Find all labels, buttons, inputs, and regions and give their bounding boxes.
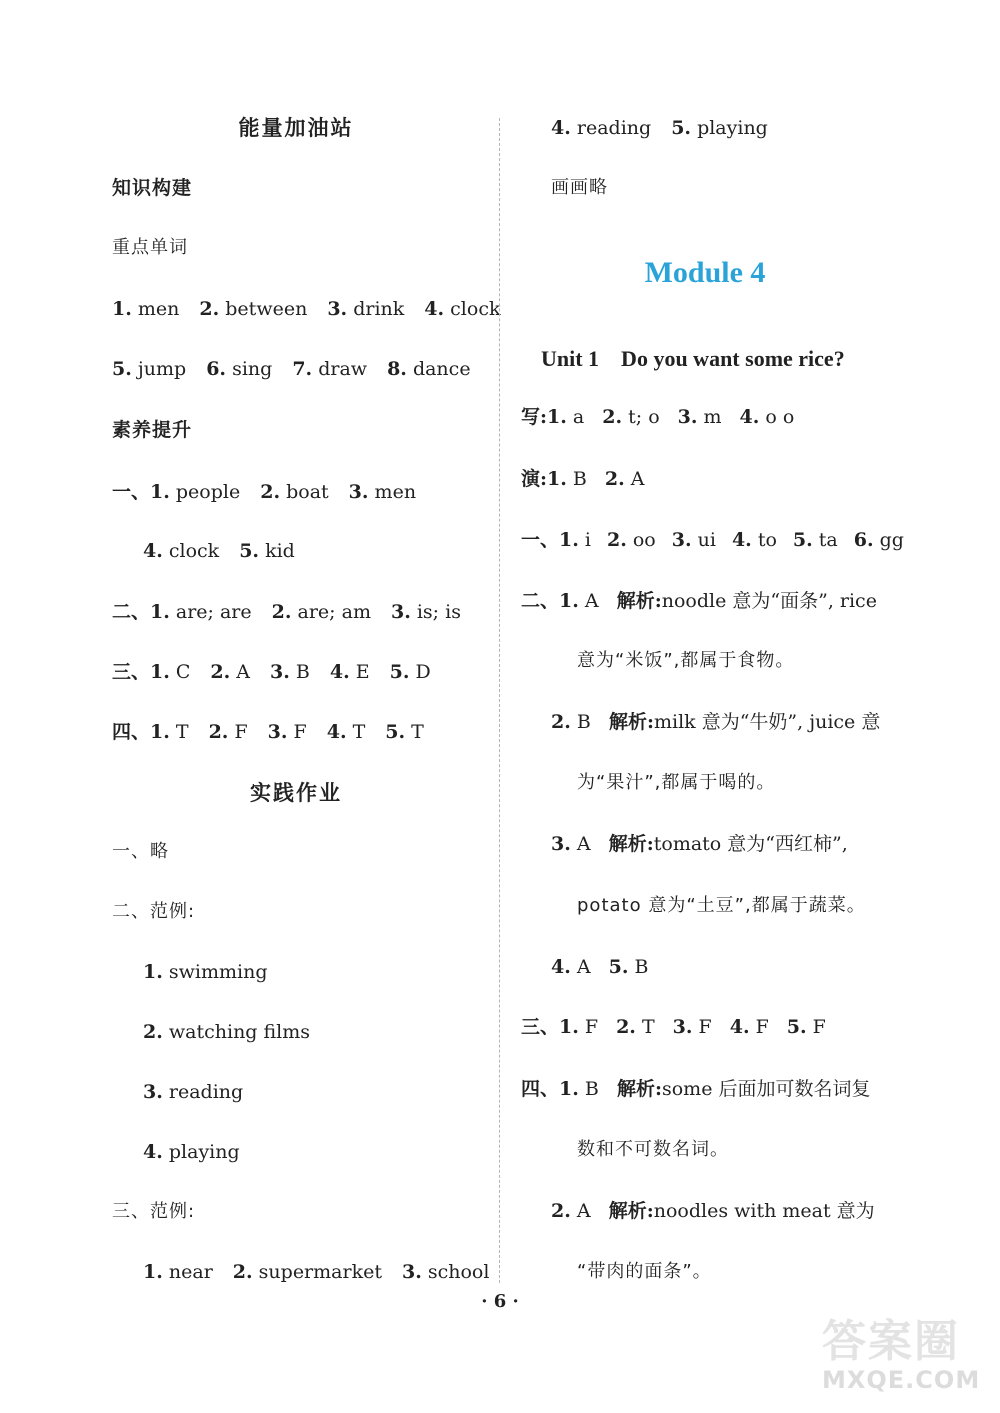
item-text: milk 意为“牛奶”, juice 意 — [653, 711, 881, 733]
answer-row — [551, 115, 768, 141]
item-text: A — [230, 661, 251, 683]
item-text: noodle 意为“面条”, rice — [661, 590, 877, 612]
item-text: A — [570, 833, 609, 855]
answer-segment — [349, 481, 416, 503]
item-number: 2. — [604, 468, 625, 490]
item-text: B — [628, 956, 649, 978]
item-number: 4. — [424, 298, 445, 320]
item-text: a — [566, 406, 585, 428]
item-number: 4. — [551, 956, 571, 978]
item-number: 2. — [551, 711, 571, 733]
answer-segment — [793, 529, 838, 551]
answer-segment — [617, 590, 877, 612]
item-text: C — [169, 661, 191, 683]
item-text: A — [578, 590, 617, 612]
item-text: reading — [162, 1081, 244, 1103]
answer-segment — [292, 358, 367, 380]
item-number: 2. — [208, 721, 229, 743]
item-text: ui — [691, 529, 716, 551]
item-text: gg — [873, 529, 904, 551]
item-number: 二、1. — [112, 601, 170, 623]
watermark-url: MXQE.COM — [822, 1366, 981, 1394]
item-number: 解析: — [608, 1200, 654, 1222]
item-number: 解析: — [608, 711, 654, 733]
unit-title: Unit 1 Do you want some rice? — [541, 346, 845, 371]
item-text: B — [566, 468, 587, 490]
item-text: people — [169, 481, 241, 503]
heading-knowledge: 知识构建 — [112, 177, 193, 199]
answer-row — [521, 466, 644, 492]
item-text: F — [806, 1016, 826, 1038]
item-text: B — [289, 661, 310, 683]
answer-segment — [521, 1016, 598, 1038]
item-number: 3. — [270, 661, 290, 683]
answer-segment — [609, 711, 880, 733]
item-text: reading — [570, 117, 652, 139]
answer-segment — [327, 298, 404, 320]
item-number: 5. — [389, 661, 410, 683]
item-text: F — [692, 1016, 712, 1038]
item-number: 5. — [792, 529, 813, 551]
item-number: 4. — [143, 1141, 163, 1163]
item-number: 1. — [112, 298, 132, 320]
item-text: school — [421, 1261, 490, 1283]
item-number: 2. — [602, 406, 623, 428]
answer-segment — [678, 406, 722, 428]
homework-2-item — [143, 1139, 240, 1165]
item-number: 解析: — [608, 833, 654, 855]
item-number: 6. — [206, 358, 227, 380]
answer-segment — [260, 481, 328, 503]
answer-segment — [732, 529, 777, 551]
answer-segment — [672, 529, 716, 551]
item-number: 二、1. — [521, 590, 579, 612]
answer-row — [112, 659, 431, 685]
item-number: 3. — [551, 833, 571, 855]
item-text: boat — [280, 481, 329, 503]
answer-row — [143, 538, 295, 564]
item-number: 7. — [292, 358, 313, 380]
item-number: 四、1. — [112, 721, 170, 743]
item-number: 4. — [729, 1016, 750, 1038]
item-number: 3. — [267, 721, 288, 743]
item-text: drink — [347, 298, 405, 320]
answer-segment — [143, 961, 267, 983]
homework-2: 二、范例: — [112, 901, 196, 922]
analysis-line — [551, 1198, 875, 1224]
item-text: T — [346, 721, 366, 743]
answer-row — [521, 404, 794, 430]
answer-segment — [387, 358, 471, 380]
page-number: · 6 · — [481, 1291, 519, 1312]
item-number: 2. — [616, 1016, 636, 1038]
answer-segment — [740, 406, 795, 428]
item-text: ta — [812, 529, 838, 551]
answer-segment — [112, 721, 189, 743]
answer-segment — [551, 956, 591, 978]
item-number: 2. — [232, 1261, 253, 1283]
answer-segment — [272, 601, 371, 623]
item-number: 三、1. — [112, 661, 170, 683]
answer-segment — [199, 298, 307, 320]
item-text: some 后面加可数名词复 — [661, 1078, 871, 1100]
answer-row — [112, 296, 500, 322]
item-number: 解析: — [616, 1078, 662, 1100]
item-text: noodles with meat 意为 — [653, 1200, 875, 1222]
homework-2-item — [143, 1079, 243, 1105]
answer-segment — [112, 298, 179, 320]
answer-segment — [551, 833, 609, 855]
answer-segment — [607, 529, 656, 551]
item-text: B — [578, 1078, 617, 1100]
item-number: 5. — [239, 540, 260, 562]
item-number: 一、1. — [521, 529, 579, 551]
answer-row — [551, 954, 648, 980]
answer-segment — [268, 721, 307, 743]
item-number: 2. — [260, 481, 281, 503]
section-title-practice: 实践作业 — [250, 781, 342, 805]
item-text: o o — [759, 406, 795, 428]
item-number: 3. — [671, 529, 692, 551]
item-text: playing — [162, 1141, 240, 1163]
answer-segment — [112, 661, 190, 683]
answer-segment — [112, 601, 252, 623]
answer-segment — [391, 601, 461, 623]
answer-segment — [521, 590, 617, 612]
item-text: D — [409, 661, 431, 683]
answer-row — [112, 356, 471, 382]
item-text: A — [570, 956, 591, 978]
answer-segment — [609, 1200, 875, 1222]
answer-segment — [616, 1016, 655, 1038]
item-number: 写:1. — [521, 406, 567, 428]
item-number: 3. — [390, 601, 411, 623]
item-text: T — [169, 721, 189, 743]
item-text: is; is — [410, 601, 461, 623]
answer-segment — [602, 406, 659, 428]
item-text: tomato 意为“西红柿”, — [653, 833, 848, 855]
item-text: i — [578, 529, 591, 551]
answer-segment — [605, 468, 645, 490]
module-title: Module 4 — [644, 256, 766, 289]
answer-segment — [330, 661, 370, 683]
item-text: draw — [312, 358, 368, 380]
homework-2-item — [143, 959, 267, 985]
item-number: 一、1. — [112, 481, 170, 503]
watermark-text: 答案圈 — [822, 1316, 960, 1367]
answer-row — [112, 719, 424, 745]
answer-segment — [521, 406, 584, 428]
answer-row — [112, 599, 461, 625]
answer-segment — [671, 117, 768, 139]
answer-segment — [206, 358, 272, 380]
item-number: 5. — [608, 956, 629, 978]
answer-row — [521, 527, 904, 553]
item-text: are; are — [169, 601, 252, 623]
item-text: E — [349, 661, 370, 683]
homework-3: 三、范例: — [112, 1201, 196, 1222]
item-number: 4. — [739, 406, 760, 428]
item-text: men — [368, 481, 417, 503]
item-text: to — [751, 529, 777, 551]
item-text: m — [697, 406, 722, 428]
item-number: 2. — [199, 298, 220, 320]
item-text: F — [287, 721, 307, 743]
item-text: jump — [131, 358, 187, 380]
item-number: 1. — [143, 961, 163, 983]
answer-segment — [521, 1078, 617, 1100]
draw-note: 画画略 — [551, 177, 608, 198]
item-number: 3. — [327, 298, 348, 320]
item-text: clock — [162, 540, 220, 562]
answer-segment — [112, 358, 186, 380]
item-text: supermarket — [252, 1261, 382, 1283]
item-text: swimming — [162, 961, 268, 983]
item-text: A — [624, 468, 645, 490]
item-text: A — [570, 1200, 609, 1222]
item-text: clock — [444, 298, 501, 320]
item-text: near — [162, 1261, 213, 1283]
item-number: 2. — [271, 601, 292, 623]
homework-1: 一、略 — [112, 841, 169, 862]
item-text: watching films — [162, 1021, 311, 1043]
answer-segment — [143, 1081, 243, 1103]
analysis-continued: 意为“米饭”,都属于食物。 — [577, 650, 795, 671]
analysis-continued: “带肉的面条”。 — [577, 1261, 712, 1282]
label-key-words: 重点单词 — [112, 237, 188, 258]
item-number: 8. — [387, 358, 407, 380]
answer-segment — [270, 661, 310, 683]
item-text: kid — [259, 540, 295, 562]
item-number: 3. — [672, 1016, 693, 1038]
item-number: 3. — [348, 481, 369, 503]
item-text: playing — [691, 117, 768, 139]
answer-segment — [390, 661, 431, 683]
watermark-logo — [822, 1318, 992, 1404]
analysis-line — [551, 831, 848, 857]
answer-segment — [233, 1261, 382, 1283]
item-number: 2. — [210, 661, 231, 683]
item-text: men — [131, 298, 180, 320]
answer-segment — [143, 1021, 310, 1043]
item-number: 5. — [385, 721, 406, 743]
answer-segment — [609, 833, 848, 855]
item-number: 2. — [143, 1021, 163, 1043]
item-number: 1. — [143, 1261, 163, 1283]
item-text: t; o — [622, 406, 660, 428]
item-number: 5. — [671, 117, 692, 139]
item-number: 3. — [143, 1081, 163, 1103]
item-text: oo — [626, 529, 656, 551]
answer-segment — [609, 956, 649, 978]
answer-segment — [327, 721, 366, 743]
analysis-line — [521, 588, 877, 614]
item-text: T — [635, 1016, 655, 1038]
answer-segment — [551, 117, 651, 139]
item-number: 4. — [731, 529, 752, 551]
answer-segment — [673, 1016, 712, 1038]
item-number: 4. — [143, 540, 163, 562]
answer-segment — [424, 298, 500, 320]
item-text: F — [749, 1016, 769, 1038]
item-number: 5. — [786, 1016, 807, 1038]
item-number: 2. — [606, 529, 627, 551]
answer-segment — [143, 1141, 240, 1163]
analysis-continued: 为“果汁”,都属于喝的。 — [577, 772, 776, 793]
item-number: 三、1. — [521, 1016, 579, 1038]
answer-segment — [385, 721, 424, 743]
answer-segment — [730, 1016, 769, 1038]
analysis-continued: potato 意为“土豆”,都属于蔬菜。 — [577, 895, 866, 916]
item-number: 2. — [551, 1200, 571, 1222]
analysis-continued: 数和不可数名词。 — [577, 1139, 729, 1160]
item-number: 4. — [326, 721, 347, 743]
answer-segment — [854, 529, 904, 551]
answer-segment — [402, 1261, 489, 1283]
item-number: 4. — [551, 117, 571, 139]
answer-segment — [521, 529, 591, 551]
answer-row — [521, 1014, 826, 1040]
homework-2-item — [143, 1019, 310, 1045]
answer-segment — [551, 1200, 609, 1222]
answer-segment — [787, 1016, 826, 1038]
answer-segment — [210, 661, 250, 683]
item-text: sing — [226, 358, 273, 380]
item-number: 解析: — [616, 590, 662, 612]
item-text: between — [219, 298, 308, 320]
answer-row — [112, 479, 416, 505]
answer-segment — [239, 540, 295, 562]
heading-improve: 素养提升 — [112, 419, 193, 441]
item-number: 3. — [677, 406, 698, 428]
column-divider — [499, 118, 500, 1283]
item-text: F — [228, 721, 248, 743]
answer-segment — [209, 721, 248, 743]
answer-segment — [112, 481, 240, 503]
item-number: 四、1. — [521, 1078, 579, 1100]
item-number: 演:1. — [521, 468, 567, 490]
item-text: dance — [406, 358, 471, 380]
answer-segment — [143, 1261, 213, 1283]
analysis-line — [521, 1076, 870, 1102]
item-number: 5. — [112, 358, 132, 380]
answer-segment — [551, 711, 609, 733]
answer-row — [143, 1259, 489, 1285]
answer-segment — [521, 468, 587, 490]
item-text: T — [405, 721, 424, 743]
item-text: B — [570, 711, 609, 733]
answer-segment — [143, 540, 219, 562]
analysis-line — [551, 709, 880, 735]
item-number: 3. — [401, 1261, 422, 1283]
answer-segment — [617, 1078, 871, 1100]
section-title-energy: 能量加油站 — [238, 116, 354, 140]
item-number: 6. — [853, 529, 874, 551]
item-number: 4. — [329, 661, 350, 683]
item-text: F — [578, 1016, 599, 1038]
item-text: are; am — [291, 601, 371, 623]
